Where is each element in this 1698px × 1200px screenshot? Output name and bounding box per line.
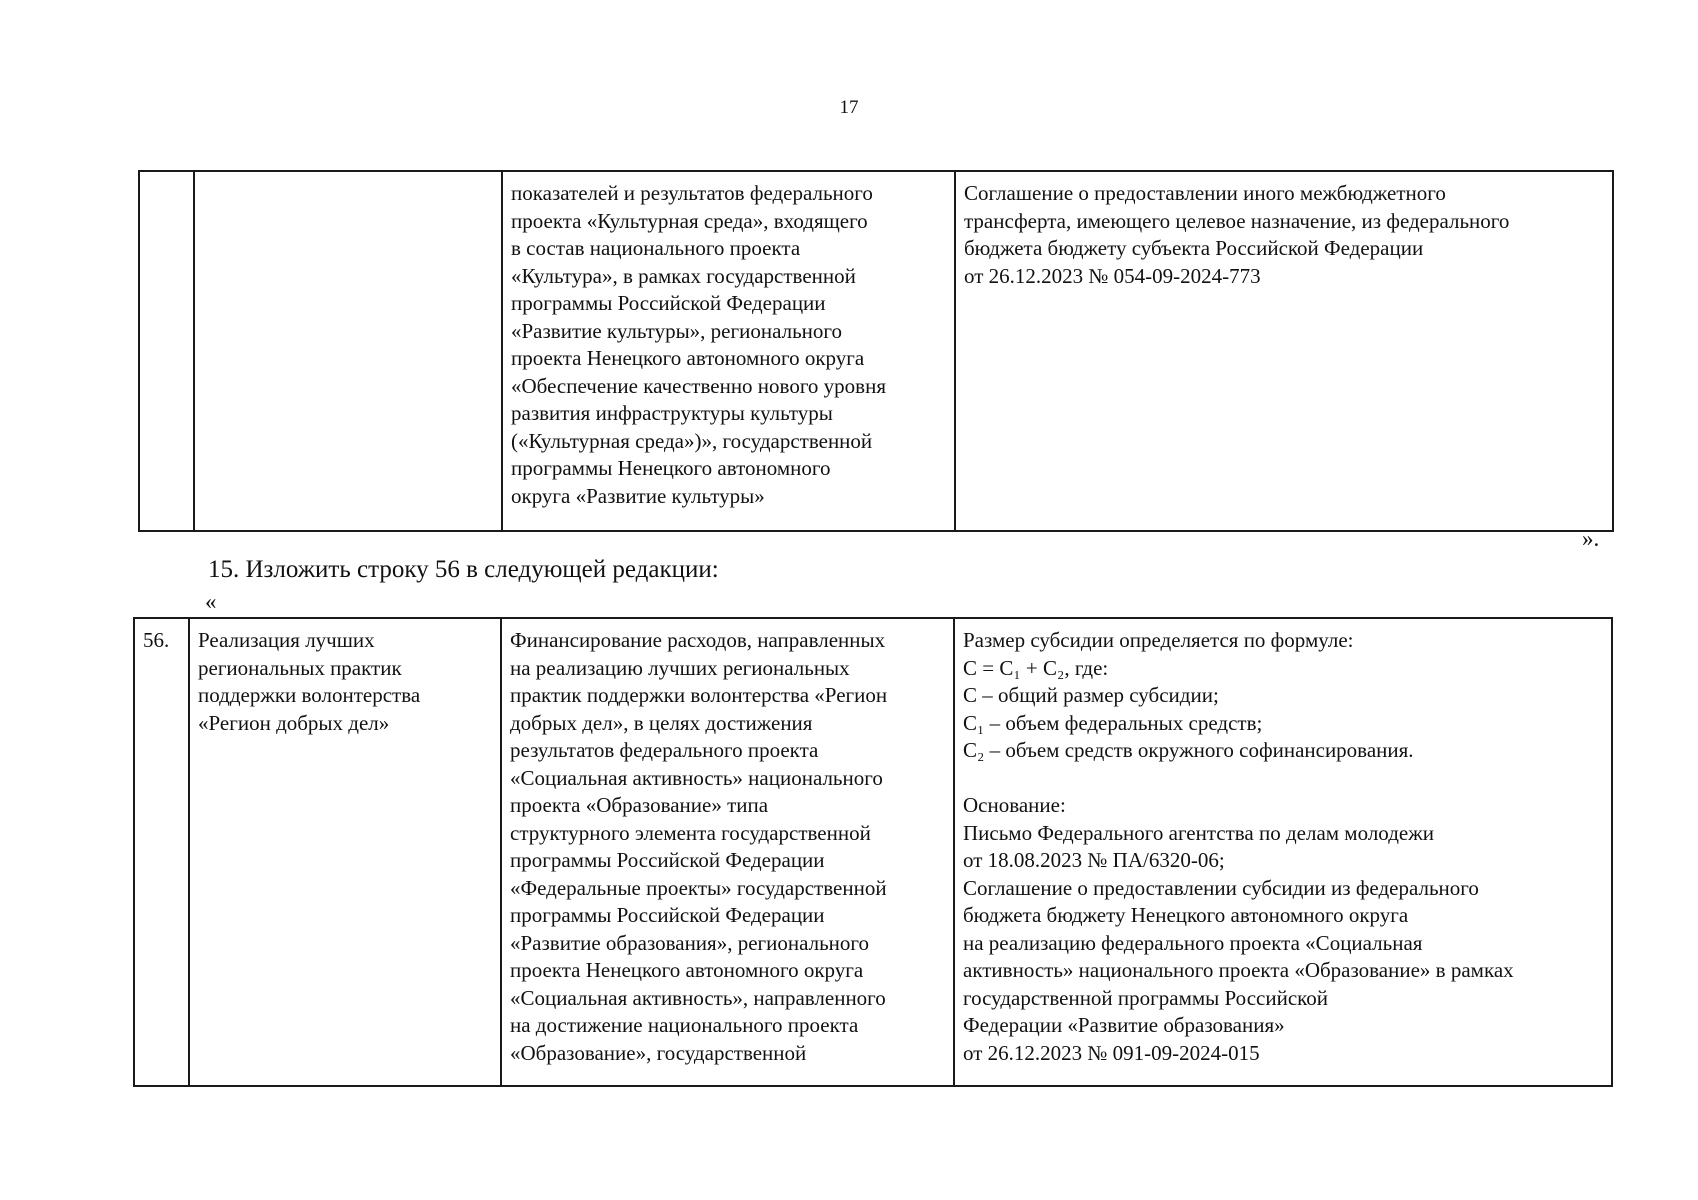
text-line: «Культура», в рамках государственной [511, 263, 856, 288]
text-line: проекта «Образование» типа [510, 793, 769, 817]
text-line: Письмо Федерального агентства по делам молодежи [963, 820, 1434, 845]
text-line: бюджета бюджету субъекта Российской Федерации [964, 236, 1424, 260]
cell-number-empty [139, 171, 194, 531]
text-line: проекта «Культурная среда», входящего [511, 208, 868, 233]
text-line: С – общий размер субсидии; [963, 683, 1219, 707]
text-line: («Культурная среда»)», государственной [511, 428, 873, 453]
text-line: программы Российской Федерации [510, 848, 825, 872]
text-line: на реализацию лучших региональных [510, 655, 850, 680]
table-row [134, 618, 1612, 1086]
text-line: округа «Развитие культуры» [511, 483, 765, 508]
text-line: «Социальная активность», направленного [510, 985, 886, 1010]
text-line: результатов федерального проекта [510, 738, 819, 762]
text-line: «Развитие культуры», регионального [511, 318, 842, 343]
text-line: «Развитие образования», регионального [510, 930, 870, 955]
cell-basis [954, 618, 1612, 1086]
text-line: активность» национального проекта «Образование» в рамках [963, 958, 1514, 982]
table-row [139, 171, 1613, 531]
text-line: показателей и результатов федерального [511, 181, 873, 205]
subsidy-formula [963, 627, 1603, 765]
text-line: от 18.08.2023 № ПА/6320-06; [963, 848, 1225, 872]
text-line: структурного элемента государственной [510, 820, 871, 845]
text-line: Соглашение о предоставлении иного межбюджетного [964, 181, 1446, 205]
text-line: «Социальная активность» национального [510, 765, 883, 790]
amendment-instruction: 15. Изложить строку 56 в следующей редакции: [208, 556, 719, 583]
text-line: «Федеральные проекты» государственной [510, 875, 887, 900]
text-line: Соглашение о предоставлении субсидии из федерального [963, 875, 1479, 900]
text-line: программы Ненецкого автономного [511, 456, 831, 480]
closing-quote: ». [1582, 526, 1600, 551]
text-line: бюджета бюджету Ненецкого автономного округа [963, 903, 1409, 927]
cell-purpose [502, 171, 955, 531]
cell-row-number: 56. [134, 618, 189, 1086]
cell-event-name [189, 618, 501, 1086]
text-line: программы Российской Федерации [510, 903, 825, 927]
text-line: проекта Ненецкого автономного округа [511, 346, 865, 370]
text-line: Финансирование расходов, направленных [510, 628, 886, 652]
text-line: трансферта, имеющего целевое назначение, из федерального [964, 208, 1510, 233]
text-line: С = С₁ + С₂, где: [963, 655, 1109, 680]
text-line: С₁ – объем федеральных средств; [963, 710, 1263, 735]
text-line: Федерации «Развитие образования» [963, 1013, 1285, 1037]
table-row-56 [133, 617, 1613, 1087]
text-line: от 26.12.2023 № 091-09-2024-015 [963, 1040, 1260, 1065]
cell-basis [955, 171, 1613, 531]
text-line: Реализация лучших [198, 628, 375, 652]
table-continuation [138, 170, 1614, 532]
page-number: 17 [839, 97, 859, 118]
text-line: государственной программы Российской [963, 985, 1329, 1010]
opening-quote: « [205, 589, 217, 614]
text-line: «Регион добрых дел» [198, 710, 390, 735]
text-line: на достижение национального проекта [510, 1013, 859, 1037]
basis-documents [963, 792, 1603, 1067]
cell-name-empty [194, 171, 502, 531]
text-line: «Обеспечение качественно нового уровня [511, 373, 886, 398]
text-line: региональных практик [198, 655, 402, 680]
text-line: поддержки волонтерства [198, 683, 421, 707]
text-line: в состав национального проекта [511, 236, 801, 260]
text-line: С₂ – объем средств окружного софинансирования. [963, 738, 1414, 762]
text-line: на реализацию федерального проекта «Социальная [963, 930, 1423, 955]
text-line: от 26.12.2023 № 054-09-2024-773 [964, 263, 1261, 288]
text-line: программы Российской Федерации [511, 291, 826, 315]
text-line: Размер субсидии определяется по формуле: [963, 628, 1354, 652]
text-line: развития инфраструктуры культуры [511, 401, 833, 425]
text-line: практик поддержки волонтерства «Регион [510, 683, 888, 707]
text-line: добрых дел», в целях достижения [510, 710, 813, 735]
text-line: проекта Ненецкого автономного округа [510, 958, 864, 982]
text-line: «Образование», государственной [510, 1040, 807, 1065]
cell-purpose [501, 618, 954, 1086]
text-line: Основание: [963, 793, 1066, 817]
